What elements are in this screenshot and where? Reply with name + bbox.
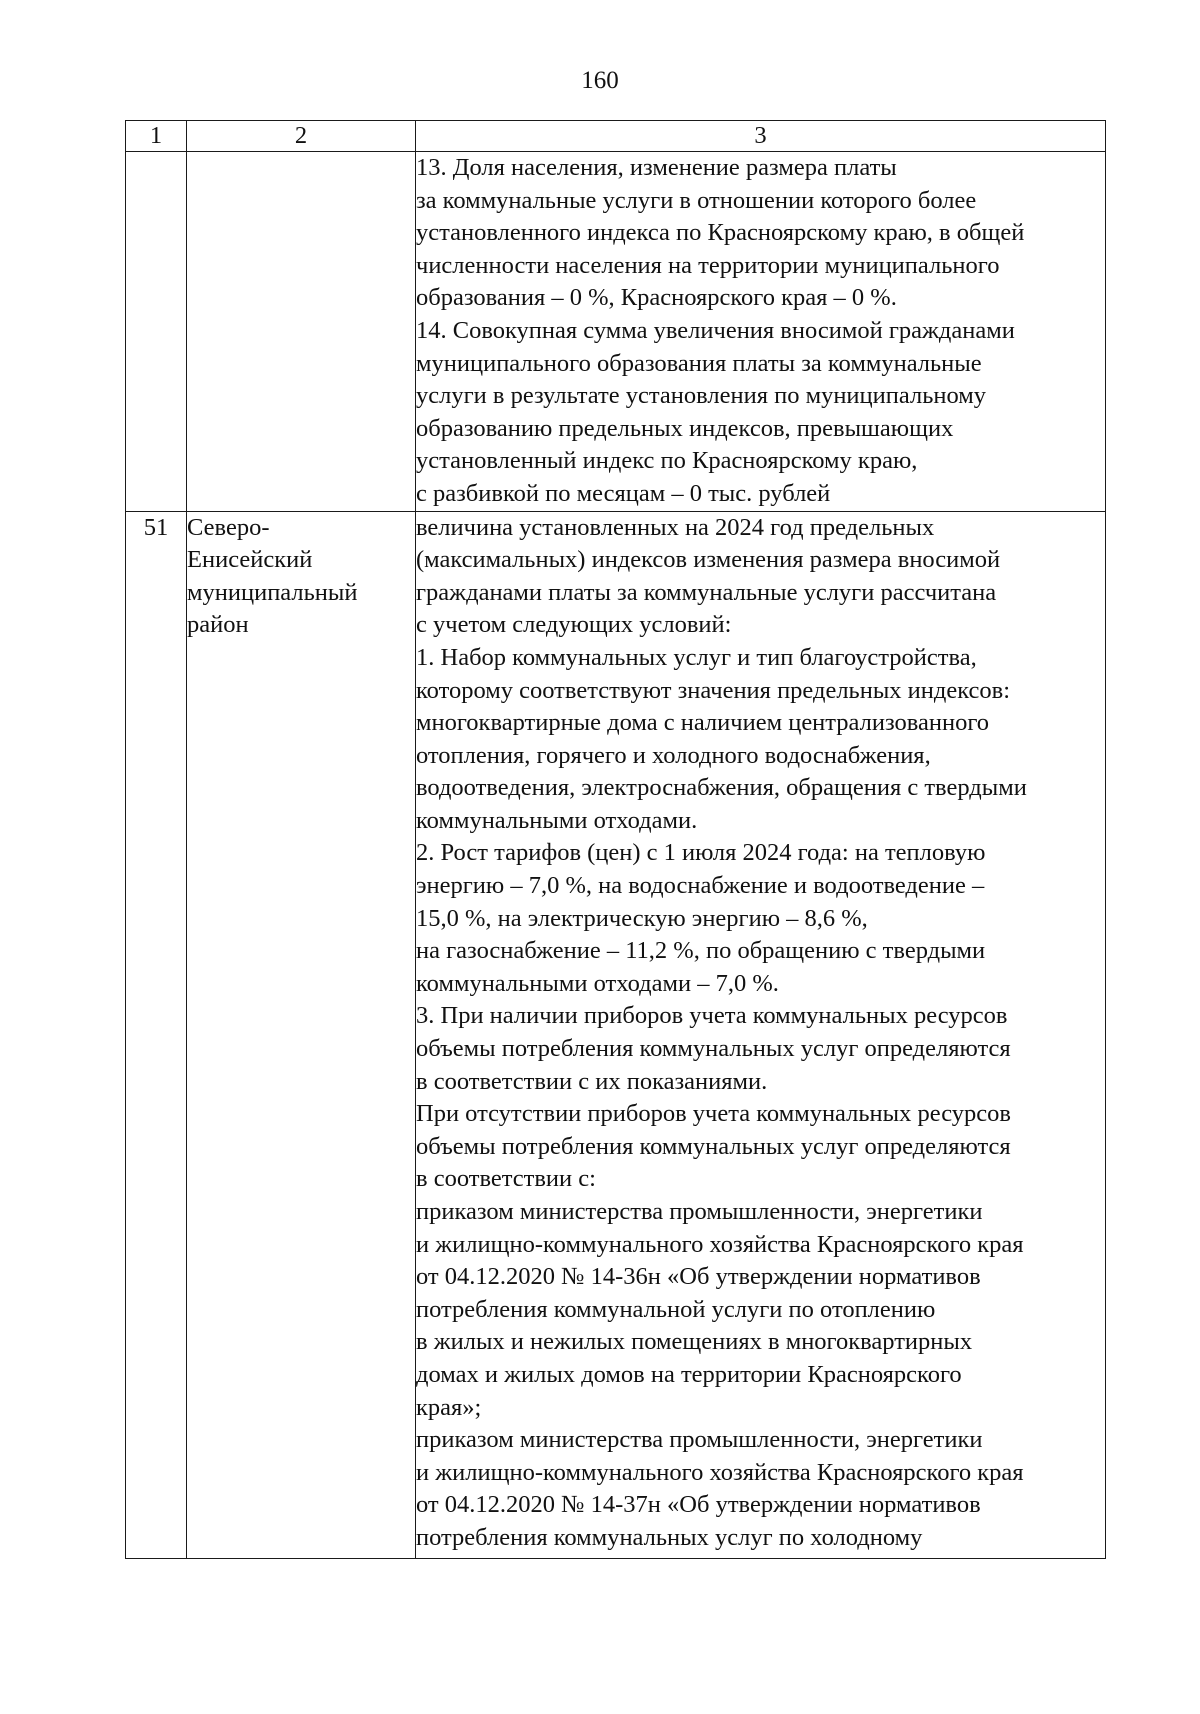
conditions-text-line: 13. Доля населения, изменение размера платы (416, 154, 897, 181)
conditions-text-line: отопления, горячего и холодного водоснабжения, (416, 741, 931, 769)
municipality-name-line: Северо- (187, 513, 270, 541)
conditions-text-line: установленного индекса по Красноярскому краю, в общей (416, 219, 1025, 247)
column-header-3: 3 (416, 121, 1106, 152)
conditions-text-line: коммунальными отходами. (416, 806, 698, 834)
row-number-cell (126, 152, 187, 512)
row-number-cell: 51 (126, 511, 187, 1558)
conditions-text-line: объемы потребления коммунальных услуг определяются (416, 1035, 1011, 1063)
conditions-text-line: численности населения на территории муниципального (416, 251, 1000, 279)
conditions-text-line: приказом министерства промышленности, энергетики (416, 1426, 983, 1454)
conditions-text-line: потребления коммунальных услуг по холодному (416, 1523, 923, 1551)
conditions-text-line: с разбивкой по месяцам – 0 тыс. рублей (416, 479, 831, 507)
conditions-text-line: 1. Набор коммунальных услуг и тип благоустройства, (416, 643, 977, 671)
page-number: 160 (581, 67, 619, 94)
conditions-text-line: (максимальных) индексов изменения размера вносимой (416, 546, 1001, 574)
conditions-text-line: услуги в результате установления по муниципальному (416, 382, 987, 410)
conditions-text-line: края»; (416, 1393, 482, 1421)
municipality-name-line: муниципальный (187, 578, 358, 606)
column-header-1: 1 (126, 121, 187, 152)
conditions-text-line: коммунальными отходами – 7,0 %. (416, 969, 779, 997)
conditions-text-line: за коммунальные услуги в отношении которого более (416, 186, 977, 214)
conditions-text-line: гражданами платы за коммунальные услуги рассчитана (416, 578, 997, 606)
conditions-text-line: на газоснабжение – 11,2 %, по обращению с твердыми (416, 937, 986, 965)
conditions-text-line: образования – 0 %, Красноярского края – 0 %. (416, 284, 897, 312)
conditions-text-line: в соответствии с их показаниями. (416, 1067, 768, 1095)
conditions-text-line: энергию – 7,0 %, на водоснабжение и водоотведение – (416, 872, 985, 900)
conditions-text-line: которому соответствуют значения предельных индексов: (416, 676, 1011, 704)
municipality-name-line: район (187, 611, 249, 639)
conditions-text-line: муниципального образования платы за коммунальные (416, 349, 982, 377)
municipality-name-cell (187, 152, 416, 512)
municipality-name-cell (187, 511, 416, 1558)
conditions-text-line: 3. При наличии приборов учета коммунальных ресурсов (416, 1002, 1008, 1030)
column-header-2: 2 (187, 121, 416, 152)
table-header-row (126, 121, 1106, 152)
conditions-text-line: величина установленных на 2024 год предельных (416, 513, 935, 541)
conditions-text-line: многоквартирные дома с наличием централизованного (416, 709, 990, 737)
conditions-text-line: приказом министерства промышленности, энергетики (416, 1198, 983, 1225)
conditions-text-line: При отсутствии приборов учета коммунальных ресурсов (416, 1100, 1011, 1128)
tariff-index-table (125, 120, 1106, 1559)
conditions-text-line: объемы потребления коммунальных услуг определяются (416, 1132, 1011, 1160)
conditions-text-line: домах и жилых домов на территории Красноярского (416, 1360, 962, 1388)
conditions-text-line: в соответствии с: (416, 1165, 596, 1193)
conditions-text-line: от 04.12.2020 № 14-37н «Об утверждении нормативов (416, 1491, 981, 1519)
municipality-name-line: Енисейский (187, 546, 313, 574)
conditions-text-line: образованию предельных индексов, превышающих (416, 414, 954, 442)
conditions-text-line: от 04.12.2020 № 14-36н «Об утверждении нормативов (416, 1263, 981, 1291)
conditions-text-line: с учетом следующих условий: (416, 611, 732, 639)
conditions-text-line: 15,0 %, на электрическую энергию – 8,6 %, (416, 904, 868, 932)
conditions-text-line: в жилых и нежилых помещениях в многоквартирных (416, 1328, 973, 1356)
conditions-text-line: 2. Рост тарифов (цен) с 1 июля 2024 года: на тепловую (416, 839, 986, 867)
conditions-text-line: и жилищно-коммунального хозяйства Красноярского края (416, 1458, 1024, 1486)
conditions-text-line: потребления коммунальной услуги по отоплению (416, 1295, 936, 1323)
conditions-text-line: установленный индекс по Красноярскому краю, (416, 447, 918, 475)
table-row (126, 152, 1106, 512)
table-row (126, 511, 1106, 1558)
conditions-text-line: и жилищно-коммунального хозяйства Красноярского края (416, 1230, 1024, 1258)
conditions-text-cell (416, 152, 1106, 512)
conditions-text-line: водоотведения, электроснабжения, обращения с твердыми (416, 774, 1027, 802)
conditions-text-line: 14. Совокупная сумма увеличения вносимой гражданами (416, 316, 1015, 344)
conditions-text-cell (416, 511, 1106, 1558)
